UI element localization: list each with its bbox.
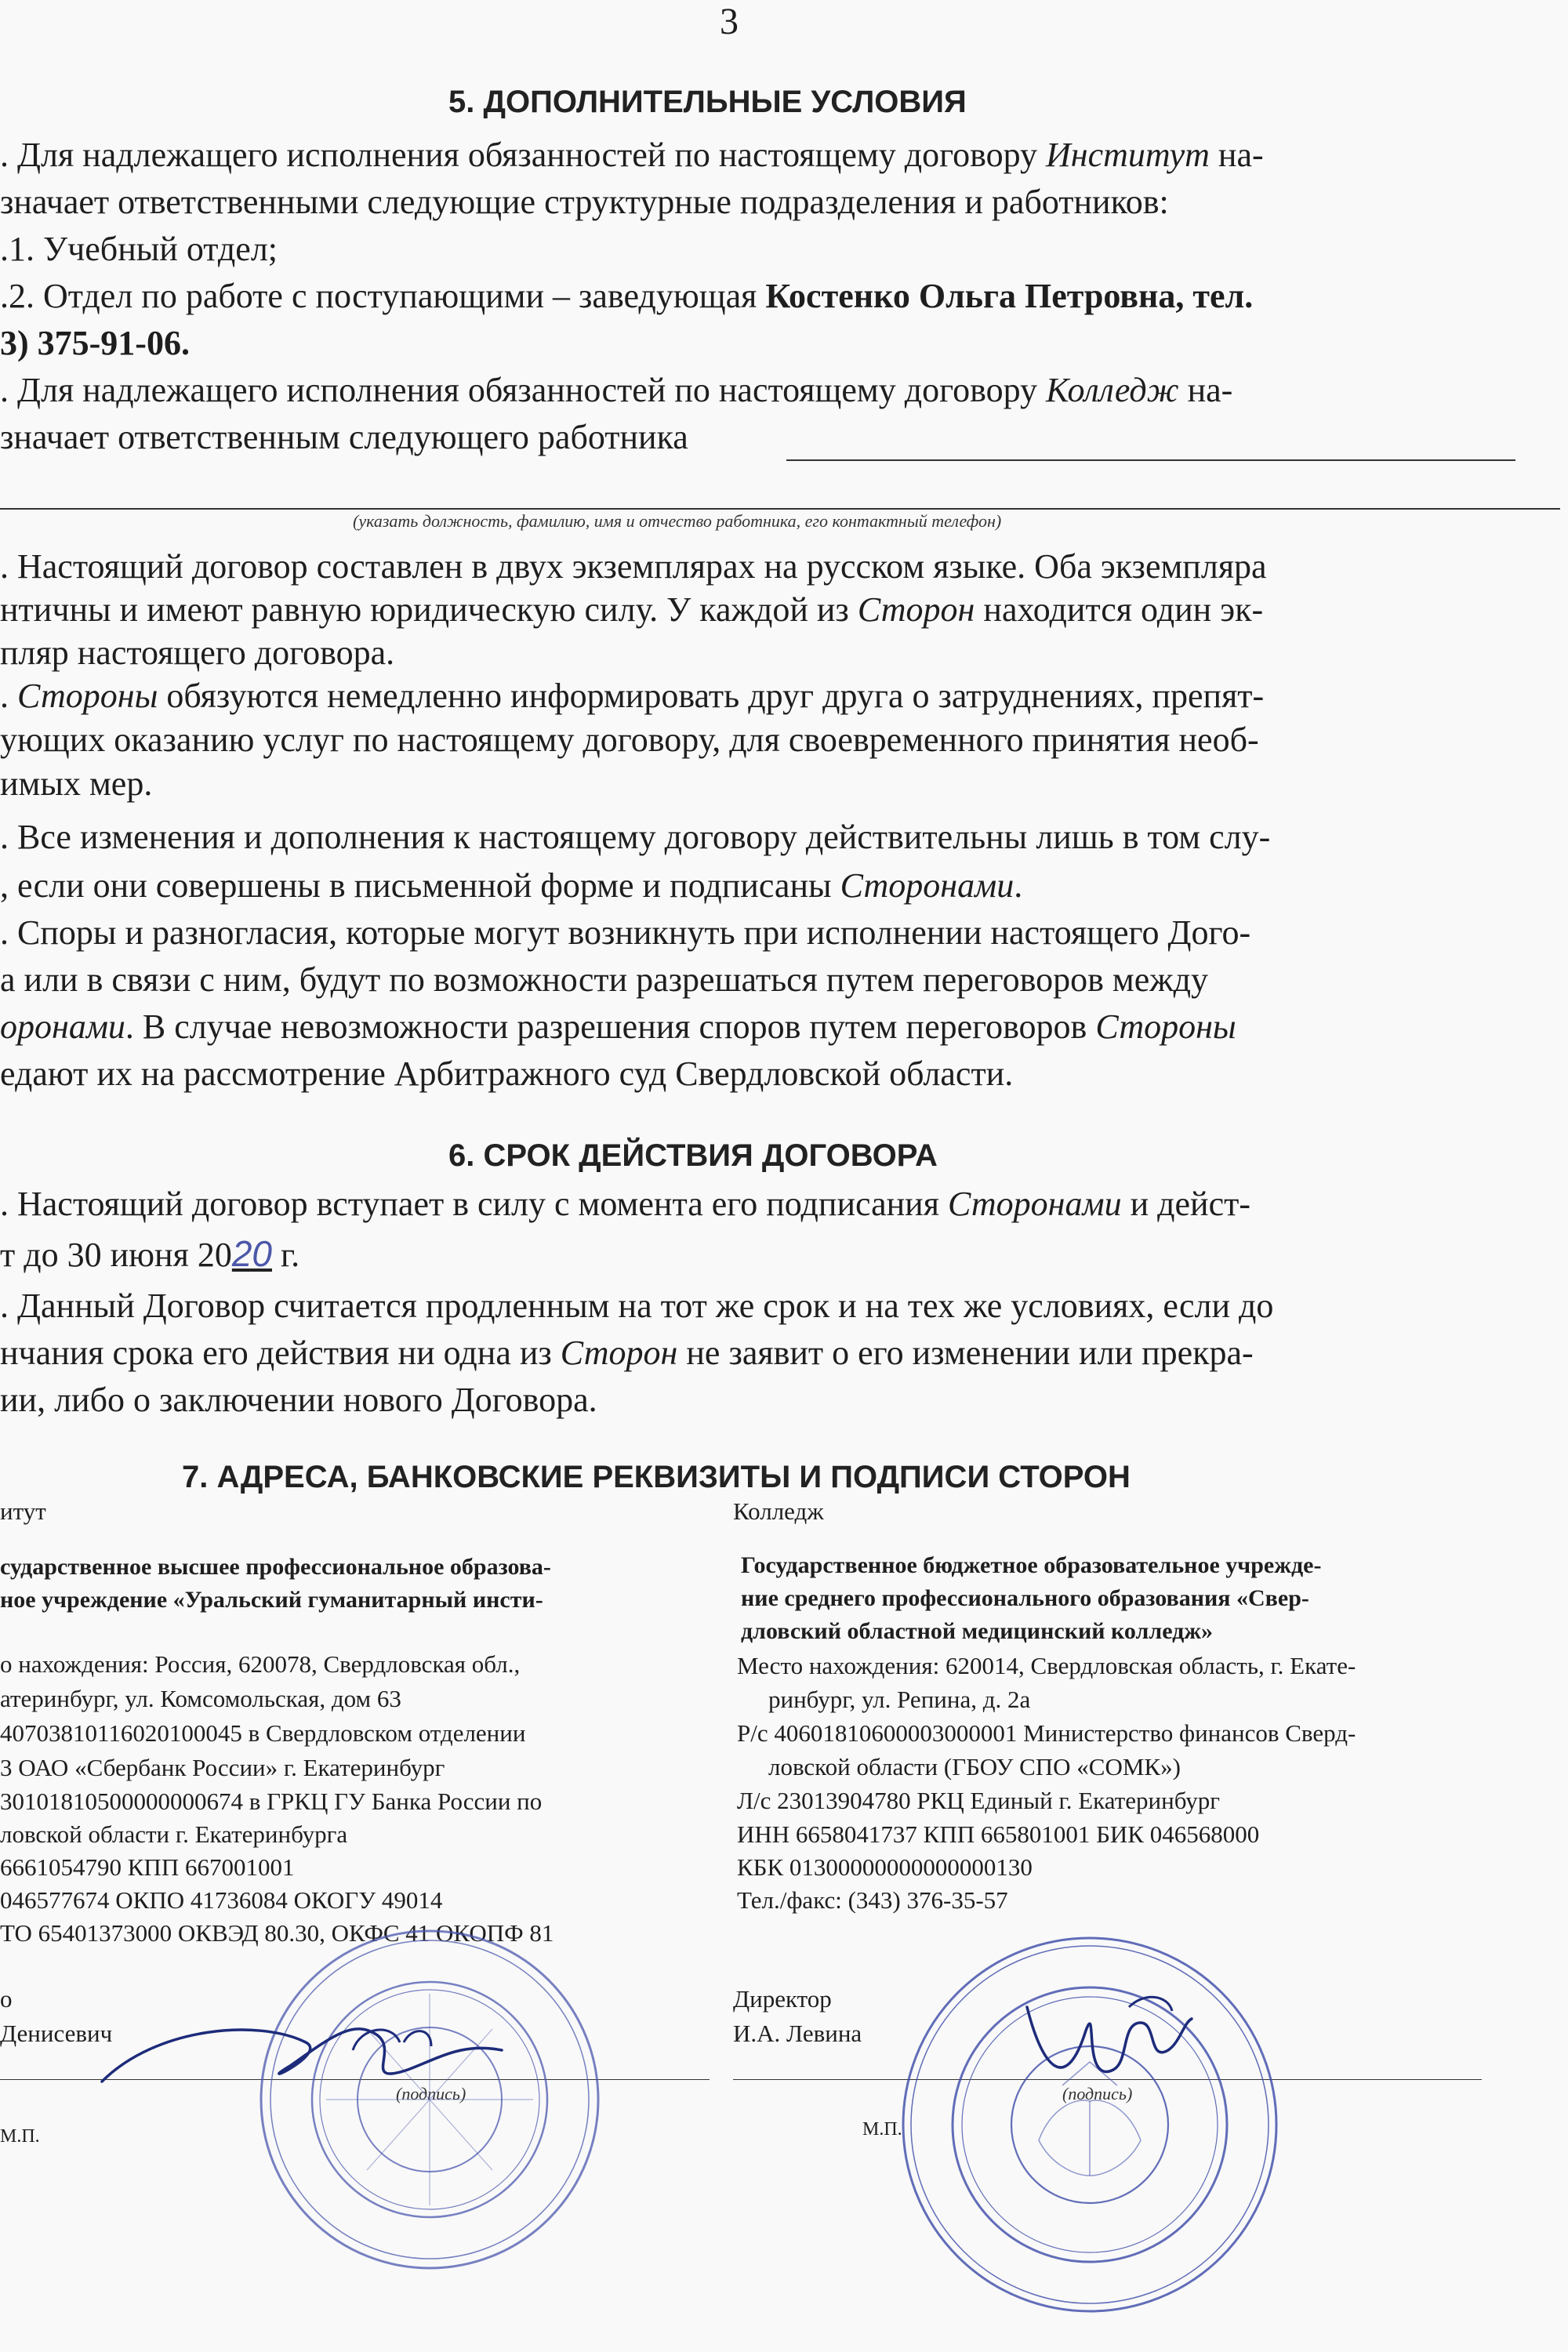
college-details-2: ринбург, ул. Репина, д. 2а — [768, 1686, 1031, 1713]
college-details-8: Тел./факс: (343) 376-35-57 — [737, 1886, 1008, 1914]
college-details-7: КБК 01300000000000000130 — [737, 1853, 1033, 1881]
sec5-p6-line1: . Споры и разногласия, которые могут возникнуть при исполнении настоящего Дого- — [0, 913, 1251, 952]
institute-signature — [94, 1995, 533, 2113]
page-number: 3 — [720, 1, 739, 42]
college-org-line2: ние среднего профессионального образования «Свер- — [741, 1585, 1309, 1611]
sec5-p1-item2: .2. Отдел по работе с поступающими – заведующая Костенко Ольга Петровна, тел. — [0, 277, 1254, 315]
institute-org-line2: ное учреждение «Уральский гуманитарный инсти- — [0, 1587, 543, 1613]
college-details-6: ИНН 6658041737 КПП 665801001 БИК 046568000 — [737, 1820, 1260, 1848]
college-org-line3: дловский областной медицинский колледж» — [741, 1618, 1214, 1644]
sec6-p2-line1: . Данный Договор считается продленным на тот же срок и на тех же условиях, если до — [0, 1287, 1274, 1325]
sec5-p3-line3: пляр настоящего договора. — [0, 633, 395, 672]
sec5-p2-line2: значает ответственным следующего работника — [0, 418, 688, 456]
sec6-p1-line1: . Настоящий договор вступает в силу с момента его подписания Сторонами и дейст- — [0, 1185, 1251, 1223]
institute-label: итут — [0, 1497, 46, 1525]
sec5-p1-line2: значает ответственными следующие структурные подразделения и работников: — [0, 183, 1169, 221]
fill-in-line-1 — [786, 459, 1515, 461]
sec5-p1-item2-phone: 3) 375-91-06. — [0, 324, 190, 362]
institute-details-4: 3 ОАО «Сбербанк России» г. Екатеринбург — [0, 1754, 445, 1781]
college-mp: М.П. — [862, 2119, 902, 2140]
college-details-1: Место нахождения: 620014, Свердловская область, г. Екате- — [737, 1652, 1356, 1679]
fill-in-line-2 — [0, 508, 1560, 510]
sec6-p1-line2: т до 30 июня 2020 г. — [0, 1233, 300, 1274]
institute-podpis-caption: (подпись) — [396, 2084, 466, 2103]
institute-details-3: 40703810116020100045 в Свердловском отделении — [0, 1719, 526, 1747]
sec5-p5-line1: . Все изменения и дополнения к настоящему договору действительны лишь в том слу- — [0, 818, 1271, 856]
college-label: Колледж — [733, 1497, 824, 1525]
sec5-p2-line1: . Для надлежащего исполнения обязанностей по настоящему договору Колледж на- — [0, 371, 1233, 409]
fill-in-hint: (указать должность, фамилию, имя и отчество работника, его контактный телефон) — [353, 511, 1002, 531]
sec5-p4-line3: имых мер. — [0, 764, 153, 803]
institute-details-6: ловской области г. Екатеринбурга — [0, 1820, 348, 1848]
sec5-p3-line2: нтичны и имеют равную юридическую силу. У каждой из Сторон находится один эк- — [0, 590, 1264, 629]
sec5-p5-line2: , если они совершены в письменной форме и подписаны Сторонами. — [0, 866, 1023, 905]
institute-details-9: ТО 65401373000 ОКВЭД 80.30, ОКФС 41 ОКОПФ 81 — [0, 1919, 554, 1947]
institute-details-1: о нахождения: Россия, 620078, Свердловская обл., — [0, 1650, 521, 1678]
sec5-p1-line1: . Для надлежащего исполнения обязанностей по настоящему договору Институт на- — [0, 136, 1264, 174]
college-details-4: ловской области (ГБОУ СПО «СОМК») — [768, 1753, 1181, 1780]
sec5-p3-line1: . Настоящий договор составлен в двух экземплярах на русском языке. Оба экземпляра — [0, 547, 1267, 586]
college-podpis-caption: (подпись) — [1062, 2084, 1133, 2103]
institute-details-2: атеринбург, ул. Комсомольская, дом 63 — [0, 1685, 401, 1712]
sec5-p6-line3: оронами. В случае невозможности разрешения споров путем переговоров Стороны — [0, 1007, 1236, 1046]
college-details-3: Р/с 40601810600003000001 Министерство финансов Сверд- — [737, 1719, 1356, 1747]
sec6-p2-line3: ии, либо о заключении нового Договора. — [0, 1381, 597, 1419]
college-signer-position: Директор — [733, 1985, 832, 2013]
section-5-title: 5. ДОПОЛНИТЕЛЬНЫЕ УСЛОВИЯ — [448, 85, 967, 119]
institute-details-5: 30101810500000000674 в ГРКЦ ГУ Банка России по — [0, 1788, 543, 1815]
sec5-p6-line4: едают их на рассмотрение Арбитражного суд Свердловской области. — [0, 1054, 1014, 1093]
college-signer-name: И.А. Левина — [733, 2020, 862, 2047]
college-details-5: Л/с 23013904780 РКЦ Единый г. Екатеринбург — [737, 1787, 1221, 1814]
institute-details-8: 046577674 ОКПО 41736084 ОКОГУ 49014 — [0, 1886, 443, 1914]
sec5-p4-line2: ующих оказанию услуг по настоящему договору, для своевременного принятия необ- — [0, 720, 1259, 759]
handwritten-year: 20 — [231, 1233, 272, 1274]
sec6-p2-line2: нчания срока его действия ни одна из Сторон не заявит о его изменении или прекра- — [0, 1334, 1254, 1372]
section-6-title: 6. СРОК ДЕЙСТВИЯ ДОГОВОРА — [448, 1138, 938, 1173]
institute-mp: М.П. — [0, 2126, 40, 2147]
institute-details-7: 6661054790 КПП 667001001 — [0, 1853, 295, 1881]
sec5-p1-item1: .1. Учебный отдел; — [0, 230, 278, 268]
sec5-p6-line2: а или в связи с ним, будут по возможности разрешаться путем переговоров между — [0, 960, 1209, 999]
institute-signer-position: о — [0, 1985, 13, 2013]
institute-org-line1: сударственное высшее профессиональное образова- — [0, 1554, 551, 1580]
college-signature — [1011, 1976, 1200, 2117]
section-7-title: 7. АДРЕСА, БАНКОВСКИЕ РЕКВИЗИТЫ И ПОДПИСИ СТОРОН — [182, 1460, 1131, 1494]
institute-signer-name: Денисевич — [0, 2020, 113, 2047]
college-org-line1: Государственное бюджетное образовательное учрежде- — [741, 1552, 1322, 1578]
sec5-p4-line1: . Стороны обязуются немедленно информировать друг друга о затруднениях, препят- — [0, 677, 1265, 715]
